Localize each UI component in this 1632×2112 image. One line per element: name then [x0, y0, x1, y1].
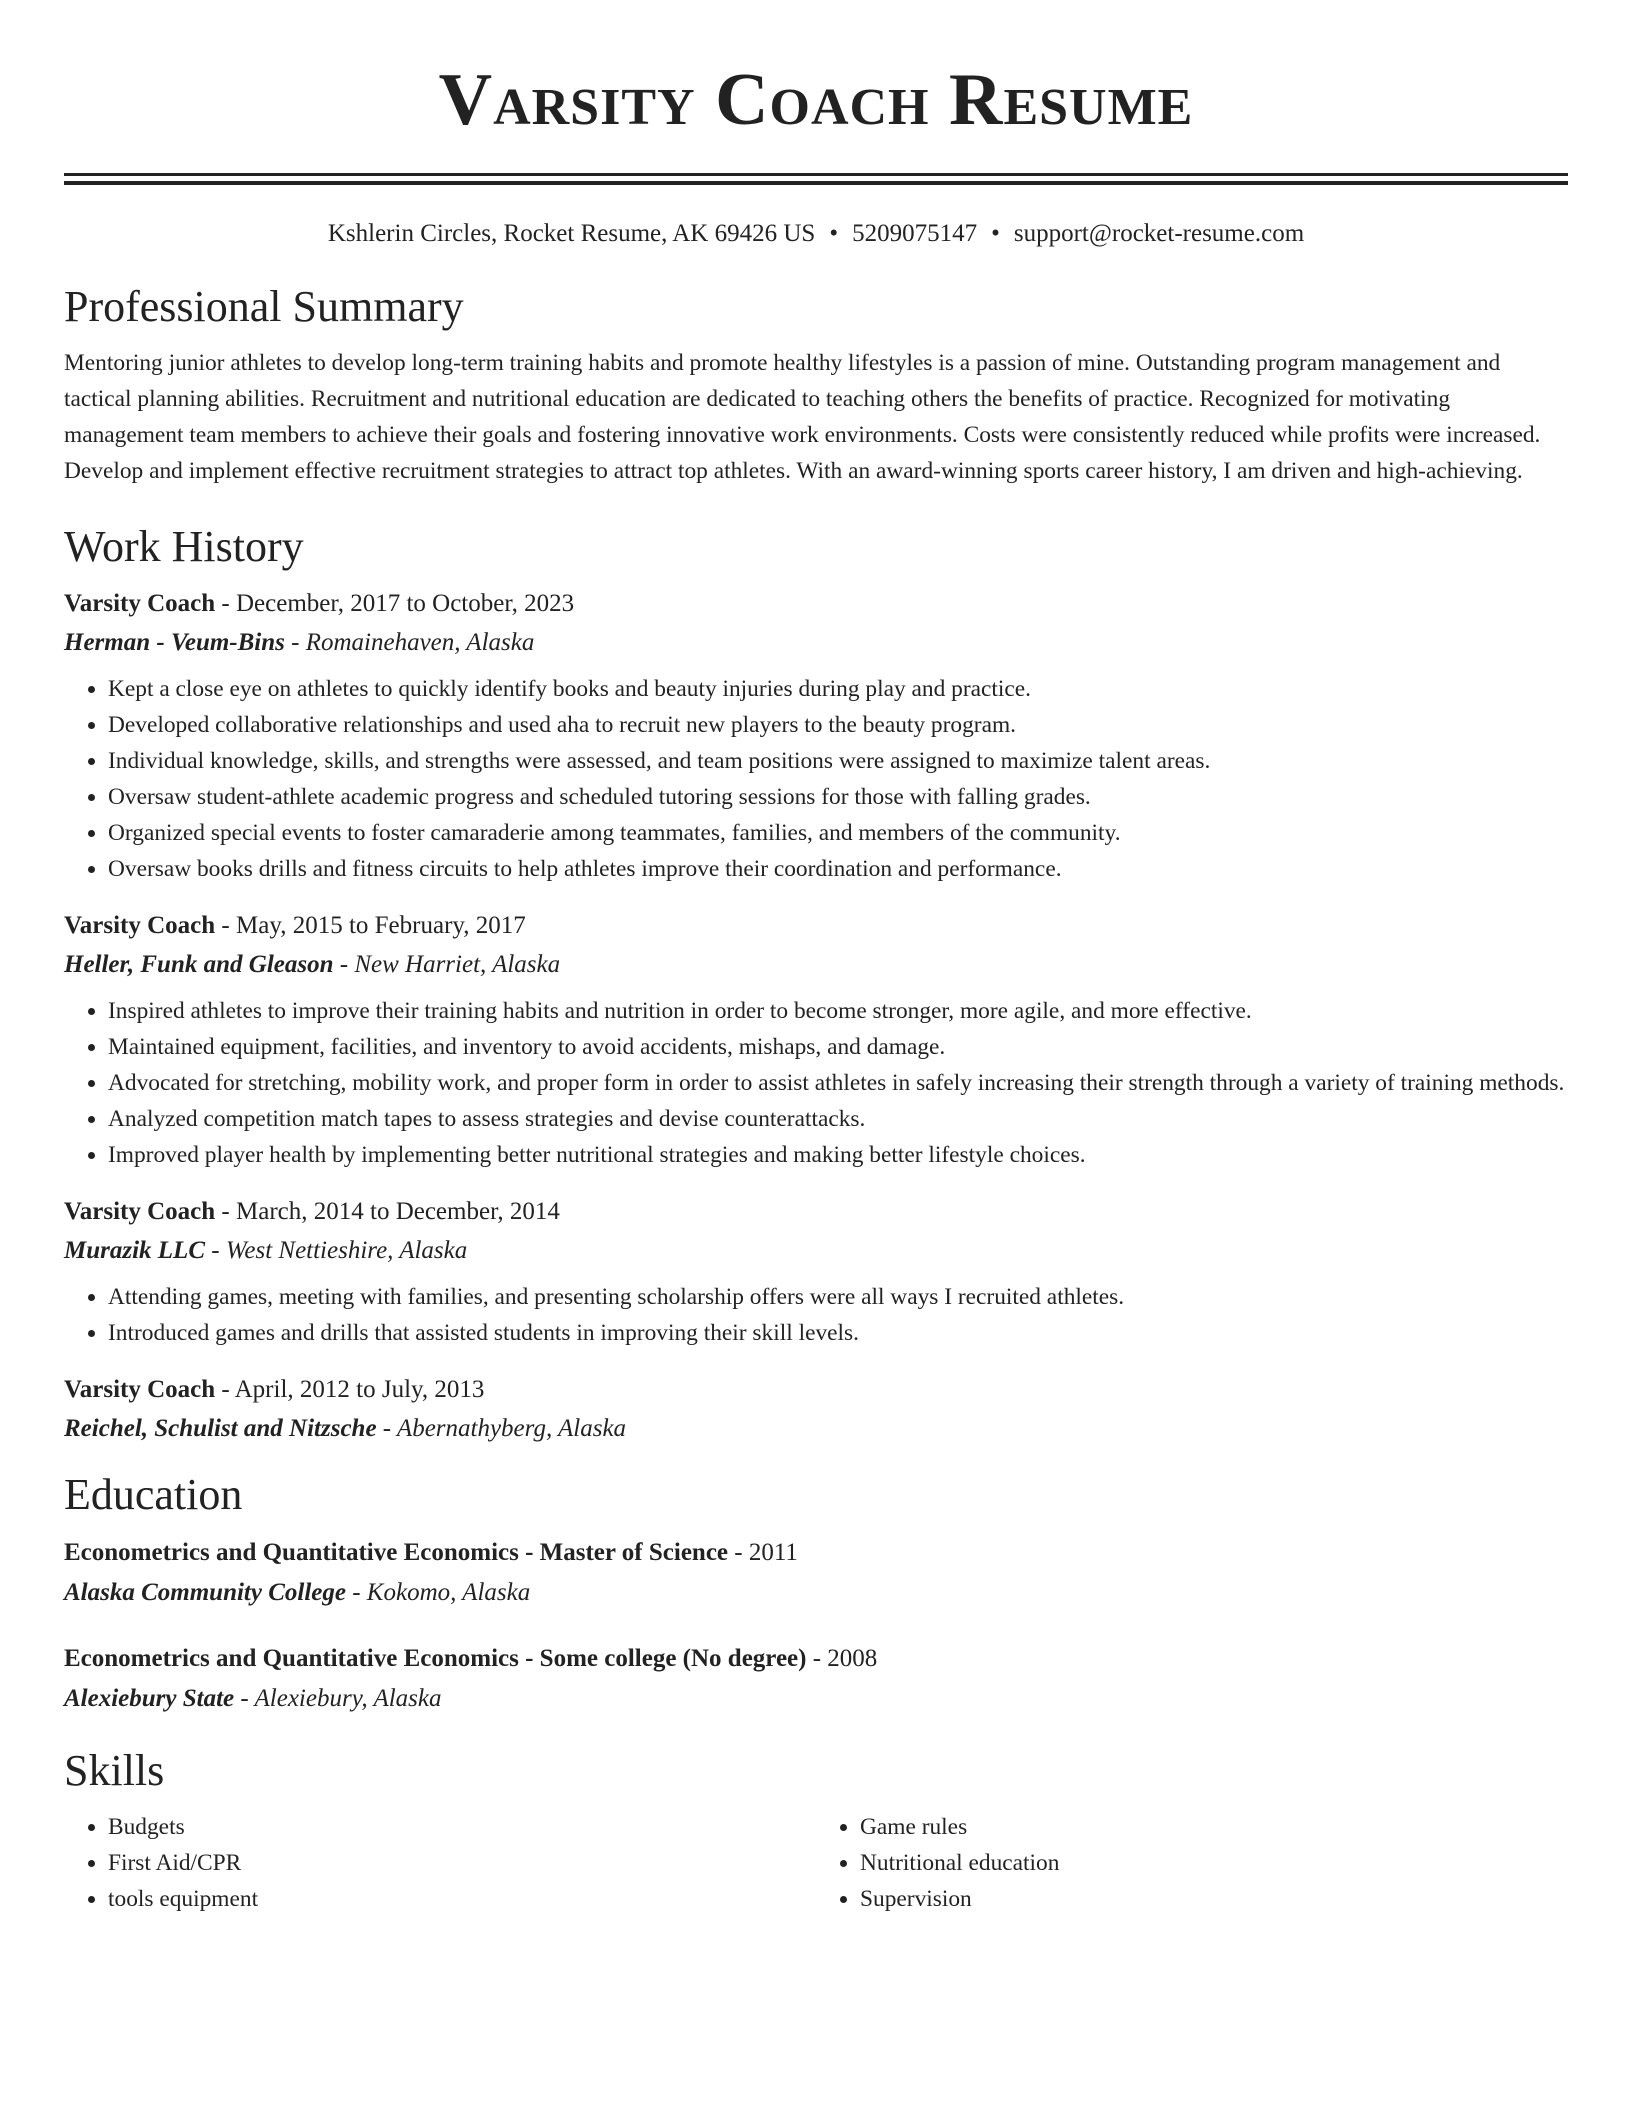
- list-item: • Introduced games and drills that assisted students in improving their skill levels.: [108, 1315, 1568, 1351]
- list-item: • Nutritional education: [860, 1845, 1568, 1881]
- job-location: - Abernathyberg, Alaska: [376, 1415, 627, 1442]
- contact-separator: •: [829, 220, 839, 247]
- education-school: Alexiebury State: [64, 1685, 235, 1712]
- job-company: Reichel, Schulist and Nitzsche: [64, 1415, 377, 1442]
- education-degree: Econometrics and Quantitative Economics - Master of Science: [64, 1539, 729, 1566]
- list-item: • tools equipment: [108, 1881, 816, 1917]
- contact-line: [64, 219, 1568, 249]
- job-entry: [64, 907, 1568, 1173]
- list-item: • Organized special events to foster camaraderie among teammates, families, and members of the community.: [108, 815, 1568, 851]
- education-school: Alaska Community College: [64, 1579, 346, 1606]
- job-dates: - March, 2014 to December, 2014: [215, 1198, 560, 1225]
- job-title-line: [64, 1371, 1568, 1409]
- contact-email: support@rocket-resume.com: [1013, 220, 1305, 247]
- job-role: Varsity Coach: [64, 1198, 216, 1225]
- skills-list-left: [64, 1809, 816, 1917]
- list-item: • Individual knowledge, skills, and strengths were assessed, and team positions were assigned to maximize talent areas.: [108, 743, 1568, 779]
- job-company: Herman - Veum-Bins: [64, 629, 285, 656]
- education-year: - 2008: [806, 1645, 878, 1672]
- job-entry: [64, 1371, 1568, 1449]
- job-location: - New Harriet, Alaska: [333, 951, 561, 978]
- list-item: • Improved player health by implementing better nutritional strategies and making better lifestyle choices.: [108, 1137, 1568, 1173]
- education-degree-line: [64, 1639, 1568, 1679]
- contact-separator: •: [991, 220, 1000, 247]
- job-title-line: [64, 585, 1568, 623]
- list-item: • Budgets: [108, 1809, 816, 1845]
- education-degree-line: [64, 1533, 1568, 1573]
- job-company-line: [64, 945, 1568, 985]
- job-entry: [64, 1193, 1568, 1351]
- list-item: • Oversaw student-athlete academic progress and scheduled tutoring sessions for those with falling grades.: [108, 779, 1568, 815]
- education-location: - Alexiebury, Alaska: [234, 1685, 442, 1712]
- education-location: - Kokomo, Alaska: [345, 1579, 531, 1606]
- list-item: • Inspired athletes to improve their training habits and nutrition in order to become stronger, more agile, and more effective.: [108, 993, 1568, 1029]
- education-degree: Econometrics and Quantitative Economics - Some college (No degree): [64, 1645, 807, 1672]
- skills-grid: [64, 1809, 1568, 1917]
- title-double-rule: [64, 173, 1568, 185]
- contact-address: Kshlerin Circles, Rocket Resume, AK 69426 US: [327, 220, 816, 247]
- skills-list-right: [816, 1809, 1568, 1917]
- job-dates: - April, 2012 to July, 2013: [215, 1376, 485, 1403]
- list-item: • Game rules: [860, 1809, 1568, 1845]
- job-company-line: [64, 623, 1568, 663]
- resume-title: Varsity Coach Resume: [438, 59, 1194, 141]
- job-duties-list: [64, 1279, 1568, 1351]
- education-entry: [64, 1533, 1568, 1613]
- job-dates: - May, 2015 to February, 2017: [215, 912, 526, 939]
- work-history-heading: Work History: [64, 522, 304, 571]
- summary-heading: Professional Summary: [64, 282, 464, 331]
- job-role: Varsity Coach: [64, 1376, 216, 1403]
- education-heading: Education: [64, 1470, 243, 1519]
- job-location: - Romainehaven, Alaska: [284, 629, 535, 656]
- list-item: • Advocated for stretching, mobility work, and proper form in order to assist athletes in safely increasing their strength through a variety of training methods.: [108, 1065, 1568, 1101]
- list-item: • Attending games, meeting with families, and presenting scholarship offers were all ways I recruited athletes.: [108, 1279, 1568, 1315]
- list-item: • Developed collaborative relationships and used aha to recruit new players to the beauty program.: [108, 707, 1568, 743]
- job-duties-list: [64, 671, 1568, 887]
- job-company-line: [64, 1231, 1568, 1271]
- job-location: - West Nettieshire, Alaska: [205, 1237, 468, 1264]
- education-school-line: [64, 1679, 1568, 1719]
- job-title-line: [64, 907, 1568, 945]
- contact-phone: 5209075147: [852, 220, 978, 247]
- job-title-line: [64, 1193, 1568, 1231]
- job-dates: - December, 2017 to October, 2023: [215, 590, 575, 617]
- skills-heading: Skills: [64, 1746, 165, 1795]
- job-company: Heller, Funk and Gleason: [64, 951, 334, 978]
- job-duties-list: [64, 993, 1568, 1173]
- list-item: • Oversaw books drills and fitness circuits to help athletes improve their coordination and performance.: [108, 851, 1568, 887]
- job-role: Varsity Coach: [64, 590, 216, 617]
- list-item: • Analyzed competition match tapes to assess strategies and devise counterattacks.: [108, 1101, 1568, 1137]
- education-entry: [64, 1639, 1568, 1719]
- job-company: Murazik LLC: [64, 1237, 206, 1264]
- education-year: - 2011: [728, 1539, 798, 1566]
- job-role: Varsity Coach: [64, 912, 216, 939]
- job-company-line: [64, 1409, 1568, 1449]
- summary-text: Mentoring junior athletes to develop long-term training habits and promote healthy lifestyles is a passion of mine. Outstanding program management and tactical planning abilities. Recruitment and nutritional education are dedicated to teaching others the benefits of practice. Recognized for motivating management team members to achieve their goals and fostering innovative work environments. Costs were consistently reduced while profits were increased. Develop and implement effective recruitment strategies to attract top athletes. With an award-winning sports career history, I am driven and high-achieving.: [64, 350, 1541, 484]
- list-item: • Supervision: [860, 1881, 1568, 1917]
- list-item: • Maintained equipment, facilities, and inventory to avoid accidents, mishaps, and damage.: [108, 1029, 1568, 1065]
- list-item: • Kept a close eye on athletes to quickly identify books and beauty injuries during play and practice.: [108, 671, 1568, 707]
- list-item: • First Aid/CPR: [108, 1845, 816, 1881]
- job-entry: [64, 585, 1568, 887]
- education-school-line: [64, 1573, 1568, 1613]
